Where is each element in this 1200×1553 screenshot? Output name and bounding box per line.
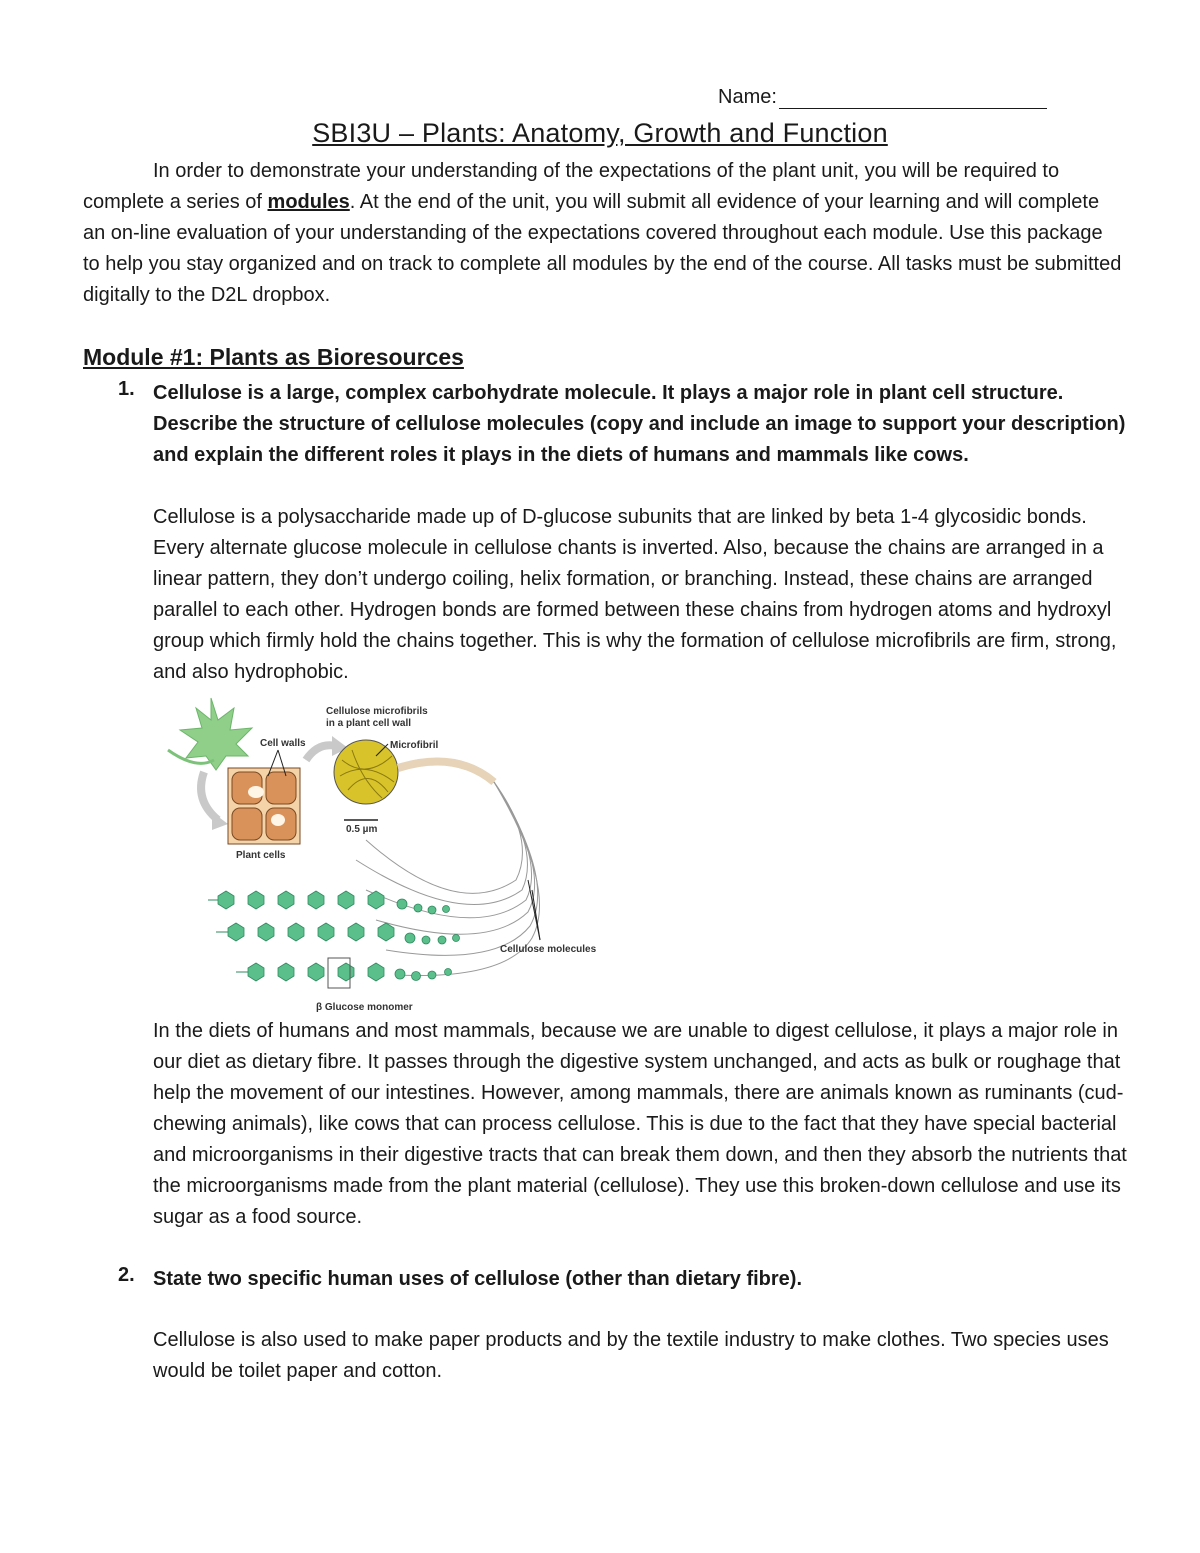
label-microfibrils-line2: in a plant cell wall [326, 718, 412, 729]
label-plant-cells: Plant cells [236, 850, 286, 861]
question-1-number: 1. [118, 378, 135, 400]
name-blank-line[interactable] [779, 88, 1047, 109]
answer-1-part-2: In the diets of humans and most mammals, because we are unable to digest cellulose, it plays a major role in our diet as dietary fibre. It passes through the digestive system unchanged, and acts as bulk or roughage that help the movement of our intestines. However, among mammals, there are animals known as ruminants (cud-chewing animals), like cows that can process cellulose. This is due to the fact that they have special bacterial and microorganisms in their digestive tracts that can break them down, and then they absorb the nutrients that the microorganisms made from the plant material (cellulose). They use this broken-down cellulose and use its sugar as a food source. [153, 1020, 1127, 1228]
label-cellulose-molecules: Cellulose molecules [500, 944, 597, 955]
intro-emphasis-modules: modules [267, 191, 350, 213]
microfibril-tube [398, 762, 494, 782]
module-1-heading: Module #1: Plants as Bioresources [83, 344, 464, 370]
leaf-illustration [168, 698, 252, 770]
label-scale: 0.5 µm [346, 824, 378, 835]
name-field[interactable] [718, 86, 1047, 109]
intro-text-2: . At the end of the unit, you will submit all evidence of your learning and will complete an on-line evaluation of your understanding of the expectations covered throughout each module. Use this package to help you stay organized and on track to complete all modules by the end of the course. All tasks must be submitted digitally to the D2L dropbox. [83, 191, 1122, 306]
label-cell-walls: Cell walls [260, 738, 306, 749]
microfibril-circle [334, 740, 398, 804]
question-1-text: Cellulose is a large, complex carbohydrate molecule. It plays a major role in plant cell structure. Describe the structure of cellulose molecules (copy and include an image to support your description) and explain the different roles it plays in the diets of humans and mammals like cows. [153, 382, 1126, 466]
answer-1-part-1: Cellulose is a polysaccharide made up of D-glucose subunits that are linked by beta 1-4 glycosidic bonds. Every alternate glucose molecule in cellulose chants is inverted. Also, because the chains are arranged in a linear pattern, they don’t undergo coiling, helix formation, or branching. Instead, these chains are arranged parallel to each other. Hydrogen bonds are formed between these chains from hydrogen atoms and hydroxyl group which firmly hold the chains together. This is why the formation of cellulose microfibrils are firm, strong, and also hydrophobic. [153, 506, 1117, 683]
plant-cells-illustration [228, 750, 300, 844]
intro-paragraph [83, 156, 1123, 311]
label-microfibrils-line1: Cellulose microfibrils [326, 706, 428, 717]
label-glucose-monomer: β Glucose monomer [316, 1002, 413, 1013]
glucose-chains [208, 891, 460, 988]
name-label: Name: [718, 86, 777, 108]
document-title: SBI3U – Plants: Anatomy, Growth and Function [312, 118, 888, 148]
intro-text-1: In order to demonstrate your understanding of the expectations of the plant unit, you will be required to complete a series of [83, 160, 1060, 213]
arrow-cells-to-microfibrils [306, 745, 336, 760]
question-2-number: 2. [118, 1264, 135, 1286]
label-microfibril: Microfibril [390, 740, 439, 751]
question-2-text: State two specific human uses of cellulose (other than dietary fibre). [153, 1268, 803, 1290]
answer-2-text: Cellulose is also used to make paper products and by the textile industry to make clothes. Two species uses would be toilet paper and cotton. [153, 1329, 1109, 1382]
cellulose-structure-figure [156, 690, 616, 1015]
arrow-leaf-to-cells [201, 772, 218, 820]
